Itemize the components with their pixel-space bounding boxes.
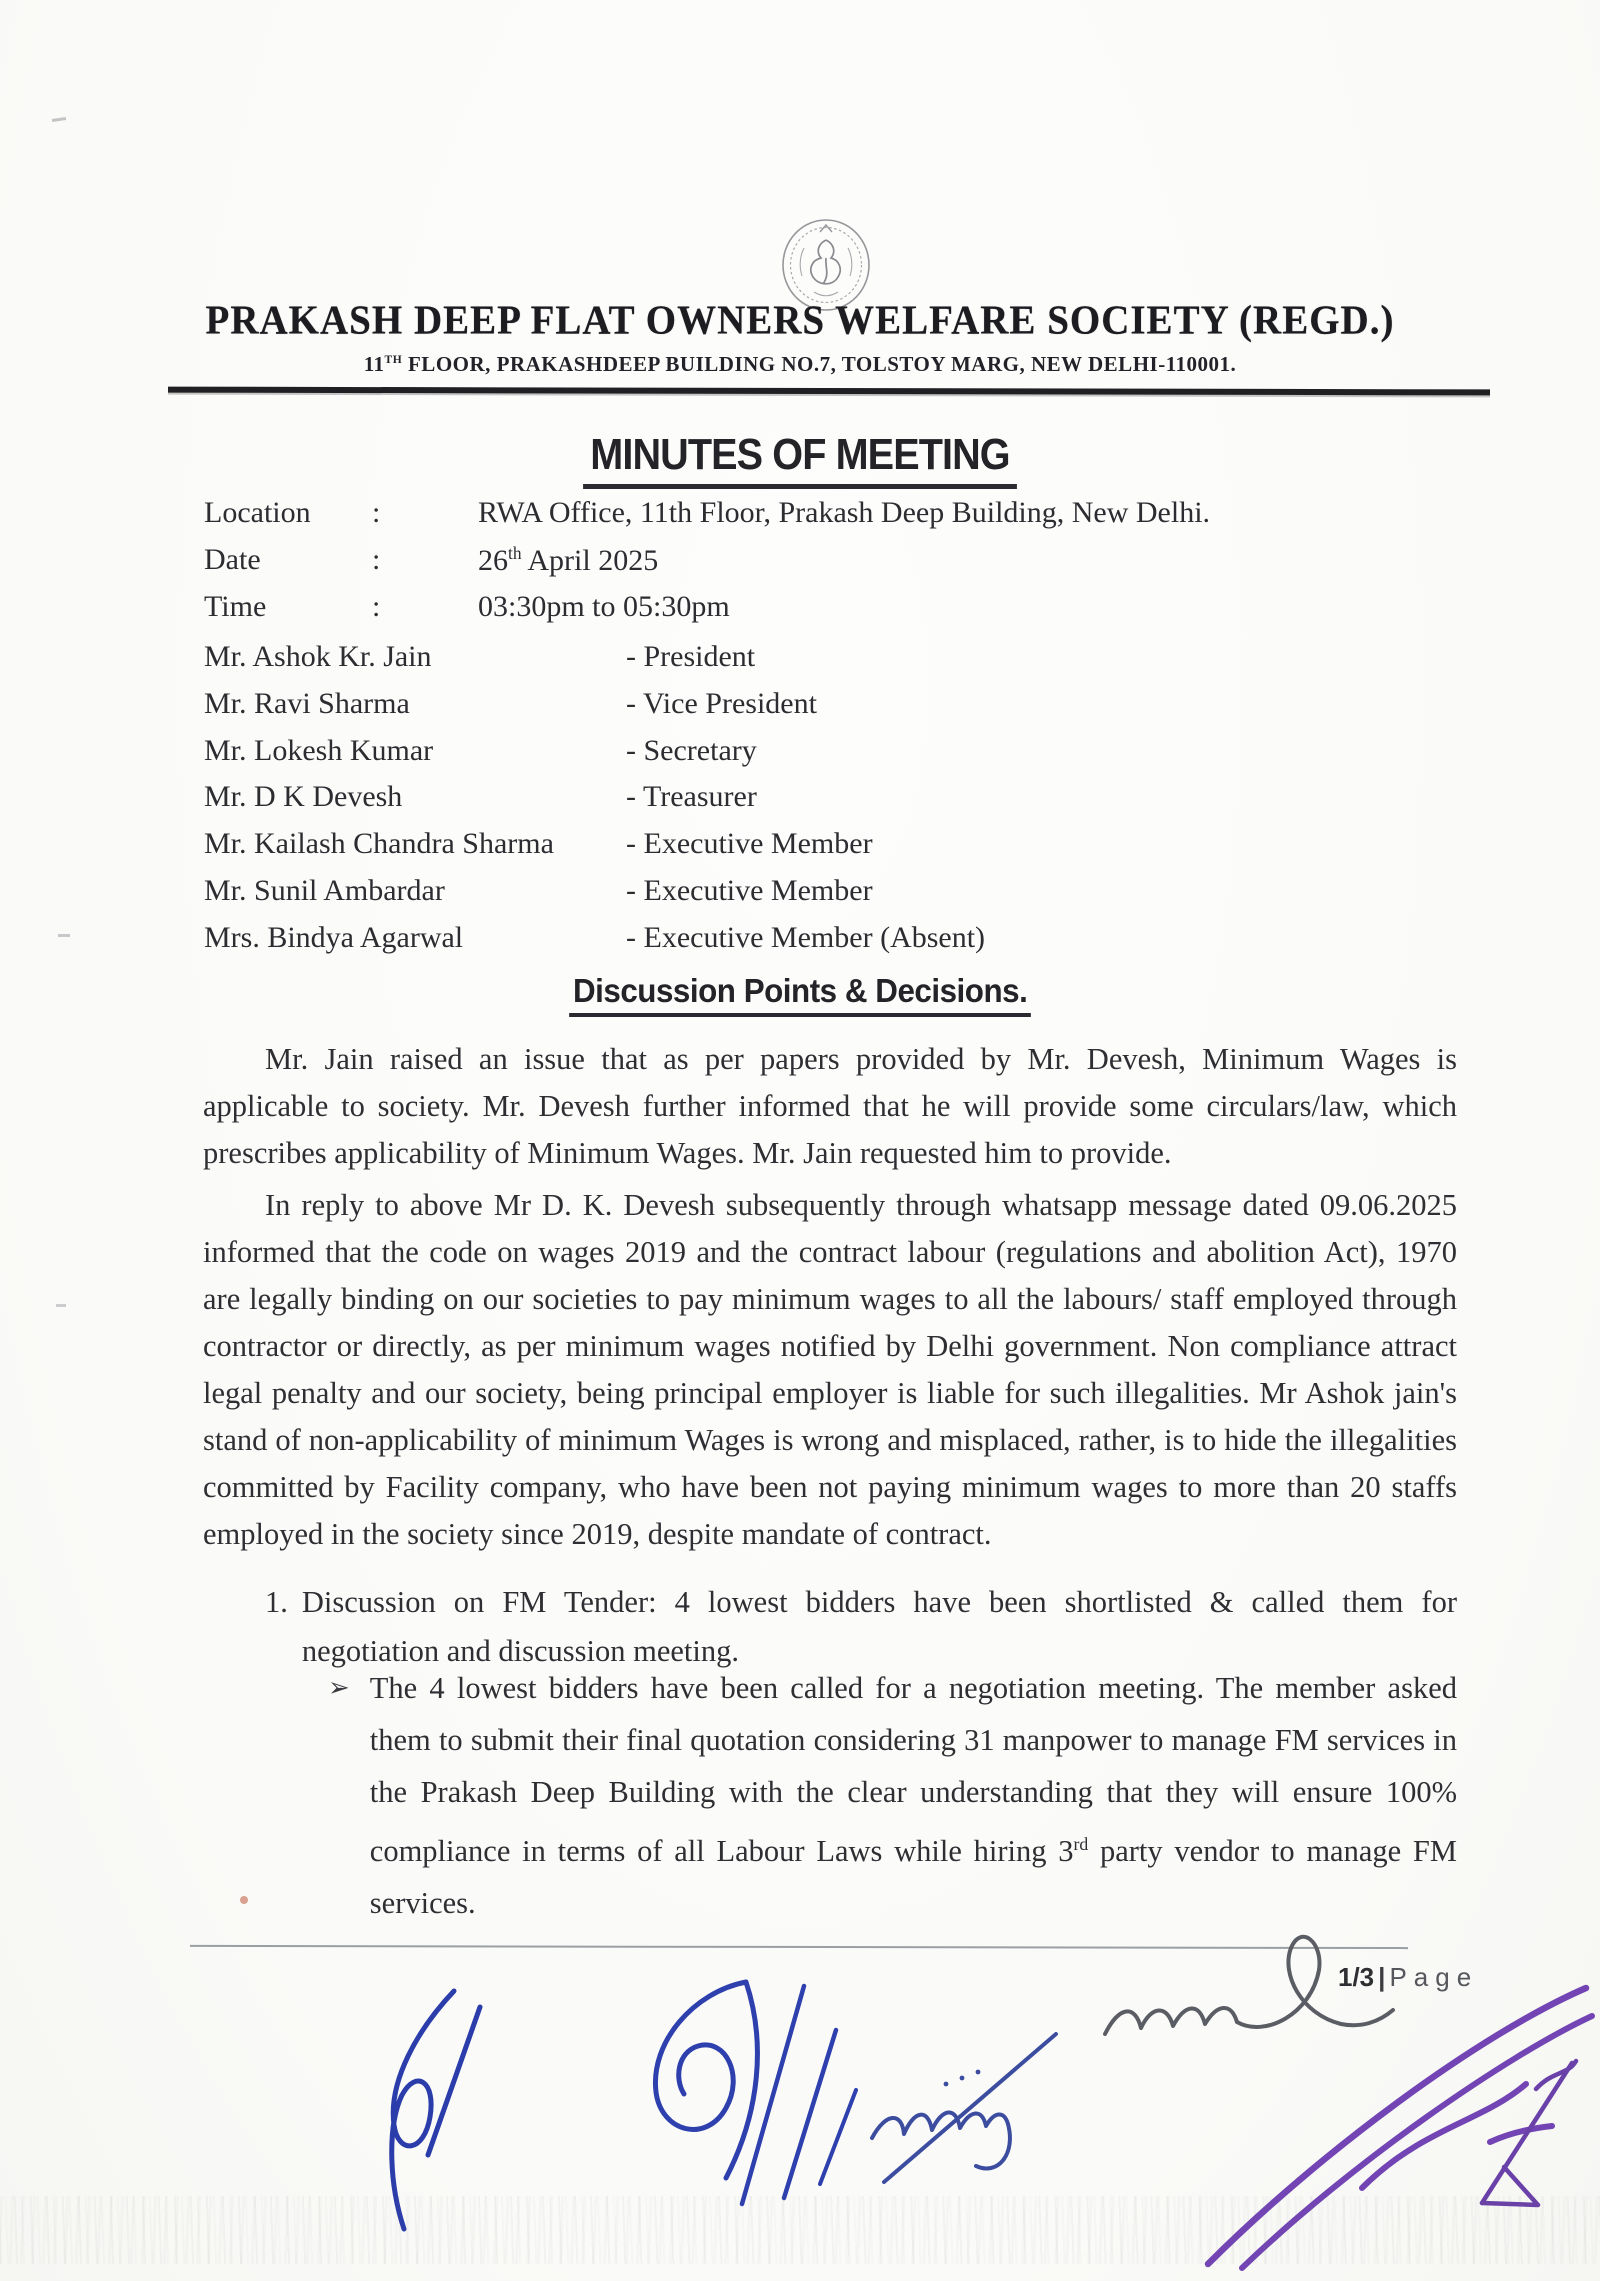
scan-artifact (240, 1896, 248, 1904)
meta-label: Location (204, 496, 311, 529)
section-heading: Discussion Points & Decisions. (0, 972, 1600, 1017)
meta-label: Date (204, 543, 261, 576)
sub-bullet-item (328, 1662, 1457, 1929)
attendee-row (0, 687, 1600, 734)
meta-colon: : (372, 590, 381, 623)
page-number: 1/3 | Page (1338, 1962, 1479, 1992)
attendee-role: - President (626, 640, 756, 673)
signature-ink-2 (598, 1972, 868, 2212)
attendee-row (0, 734, 1600, 781)
header-divider (168, 387, 1490, 396)
paragraph: In reply to above Mr D. K. Devesh subsequently through whatsapp message dated 09.06.2025 informed that the code on wages 2019 and the contract labour (regulations and abolition Act), 1970 are legally binding on our societies to pay minimum wages to all the labours/ staff employed through contractor or directly, as per minimum wages notified by Delhi government. Non compliance attract legal penalty and our society, being principal employer is liable for such illegalities. Mr Ashok jain's stand of non-applicability of minimum Wages is wrong and misplaced, rather, is to hide the illegalities committed by Facility company, who have been not paying minimum wages to more than 20 staffs employed in the society since 2019, despite mandate of contract. (203, 1188, 1457, 1551)
attendee-name: Mr. Lokesh Kumar (204, 733, 434, 767)
attendee-role: - Treasurer (626, 780, 757, 814)
attendee-role: - Executive Member (626, 827, 873, 861)
meta-location (0, 496, 1600, 543)
attendee-name: Mr. D K Devesh (204, 780, 403, 814)
list-number: 1. (265, 1585, 288, 1619)
attendee-row (0, 921, 1600, 968)
attendee-name: Mr. Ravi Sharma (204, 686, 410, 720)
meta-value: RWA Office, 11th Floor, Prakash Deep Building, New Delhi. (478, 496, 1211, 529)
page-title: MINUTES OF MEETING (0, 430, 1600, 489)
list-text: Discussion on FM Tender: 4 lowest bidders have been shortlisted & called them for negotiation and discussion meeting. (301, 1585, 1457, 1668)
scan-artifact (52, 117, 66, 122)
meta-colon: : (372, 543, 381, 576)
meta-time (0, 590, 1600, 637)
org-name: PRAKASH DEEP FLAT OWNERS WELFARE SOCIETY (REGD.) (205, 297, 1395, 344)
paragraph: Mr. Jain raised an issue that as per papers provided by Mr. Devesh, Minimum Wages is applicable to society. Mr. Devesh further informed that he will provide some circulars/law, which prescribes applicability of Minimum Wages. Mr. Jain requested him to provide. (203, 1042, 1457, 1170)
meta-value: 03:30pm to 05:30pm (478, 590, 730, 623)
signature-ink-3 (858, 2020, 1068, 2190)
attendee-row (0, 640, 1600, 687)
meta-date (0, 543, 1600, 590)
meeting-meta (0, 496, 1600, 637)
meta-label: Time (204, 590, 267, 623)
scan-noise-band (0, 2196, 1600, 2264)
attendee-role: - Vice President (626, 686, 817, 720)
attendee-row (0, 780, 1600, 827)
attendee-row (0, 874, 1600, 921)
attendee-name: Mr. Sunil Ambardar (204, 873, 445, 907)
attendee-name: Mr. Ashok Kr. Jain (204, 640, 432, 673)
attendee-role: - Executive Member (Absent) (626, 920, 986, 954)
sub-bullet-text: The 4 lowest bidders have been called for a negotiation meeting. The member asked them to submit their final quotation considering 31 manpower to manage FM services in the Prakash Deep Building with the clear understanding that they will ensure 100% compliance in terms of all Labour Laws while hiring 3rd party vendor to manage FM services. (369, 1671, 1457, 1921)
attendee-role: - Executive Member (626, 873, 873, 907)
meta-colon: : (372, 496, 381, 529)
org-address: 11TH FLOOR, PRAKASHDEEP BUILDING NO.7, TOLSTOY MARG, NEW DELHI-110001. (363, 352, 1237, 376)
attendee-row (0, 827, 1600, 874)
attendee-list (0, 640, 1600, 968)
scan-artifact (56, 1304, 66, 1307)
arrow-bullet-icon: ➢ (328, 1673, 350, 1702)
meta-value: 26th April 2025 (478, 543, 659, 577)
attendee-role: - Secretary (626, 733, 757, 767)
attendee-name: Mrs. Bindya Agarwal (204, 920, 464, 954)
attendee-name: Mr. Kailash Chandra Sharma (204, 827, 554, 861)
